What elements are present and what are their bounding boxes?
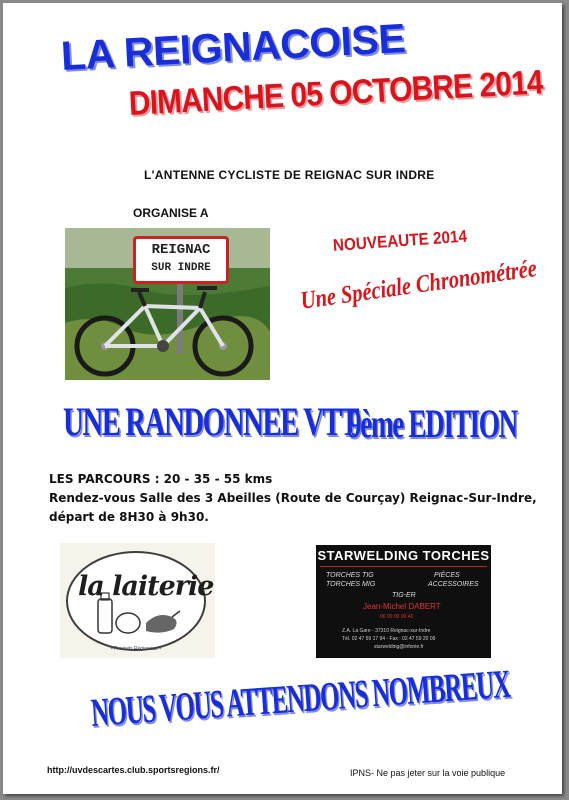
laiterie-tagline: • Produits Régionaux • [111,646,161,652]
starwelding-contact-name: Jean-Michel DABERT [363,602,441,611]
flyer-page [3,3,562,794]
depart-text: départ de 8H30 à 9h30. [49,510,209,524]
starwelding-pieces: PIÈCES [434,572,460,579]
starwelding-phones: Tél. 02 47 59 17 94 - Fax : 02 47 59 20 09 [342,636,436,642]
nous-attendons-heading: NOUS VOUS ATTENDONS NOMBREUX [89,660,511,735]
town-sign [133,236,229,284]
laiterie-oval [66,551,214,652]
speciale-heading: Une Spéciale Chronométrée [299,255,539,315]
starwelding-tiger: TIG-ER [392,592,416,599]
edition-heading: 9ème EDITION [348,401,517,446]
starwelding-accessoires: ACCESSOIRES [428,581,479,588]
starwelding-ad [316,545,491,658]
club-name: L'ANTENNE CYCLISTE DE REIGNAC SUR INDRE [144,168,435,182]
nouveaute-heading: NOUVEAUTE 2014 [332,226,468,255]
laiterie-name: la laiterie [78,571,214,602]
event-date: DIMANCHE 05 OCTOBRE 2014 [127,63,544,123]
town-sign-line2: SUR INDRE [151,262,211,274]
website-url[interactable]: http://uvdescartes.club.sportsregions.fr/ [47,765,220,775]
bike-photo [65,228,270,380]
starwelding-email: starwelding@infonie.fr [374,644,424,650]
starwelding-contact-phone: 06 00 00 00 40 [380,614,414,620]
starwelding-address: Z.A. La Gare - 37310 Reignac-sur-Indre [342,628,431,634]
ipns-notice: IPNS- Ne pas jeter sur la voie publique [350,768,506,778]
town-sign-line1: REIGNAC [151,242,211,258]
laiterie-logo [60,543,215,658]
starwelding-tig: TORCHES TIG [326,572,374,579]
rendezvous-text: Rendez-vous Salle des 3 Abeilles (Route de Courçay) Reignac-Sur-Indre, [49,491,537,505]
event-title: LA REIGNACOISE [59,14,407,79]
starwelding-mig: TORCHES MIG [326,581,376,588]
starwelding-divider [320,566,487,567]
randonnee-heading: UNE RANDONNEE VTT [63,399,359,444]
organise-label: ORGANISE A [133,206,209,220]
parcours-text: LES PARCOURS : 20 - 35 - 55 kms [49,472,273,486]
starwelding-title: STARWELDING TORCHES [317,548,490,563]
